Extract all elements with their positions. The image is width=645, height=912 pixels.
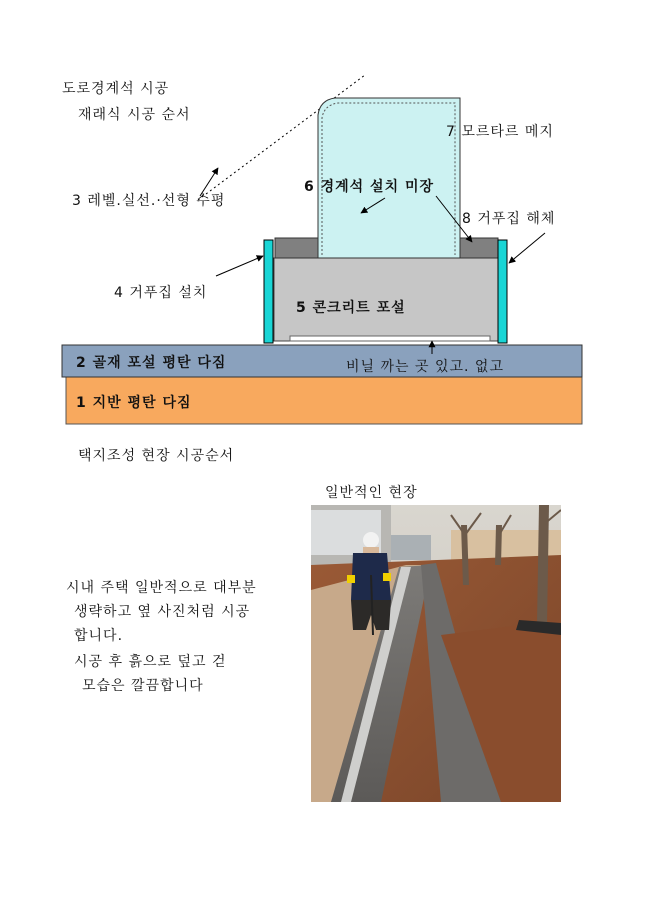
label-step6: 6 경계석 설치 미장 <box>304 179 435 195</box>
vinyl-sheet <box>290 336 490 341</box>
mortar-left <box>275 238 318 258</box>
label-step4: 4 거푸집 설치 <box>114 285 208 301</box>
label-vinyl-note: 비닐 까는 곳 있고. 없고 <box>346 359 504 375</box>
site-description-line4: 시공 후 흙으로 덮고 걷 <box>74 654 227 670</box>
leader-step4 <box>216 256 263 276</box>
label-step1: 1 지반 평탄 다짐 <box>76 395 192 411</box>
photo-title: 일반적인 현장 <box>325 485 418 501</box>
formwork-right <box>498 240 507 343</box>
formwork-left <box>264 240 273 343</box>
mortar-right <box>458 238 498 258</box>
site-description-line5: 모습은 깔끔합니다 <box>82 678 204 694</box>
site-photo <box>311 505 561 802</box>
doc-title: 도로경계석 시공 <box>62 81 170 97</box>
site-caption: 택지조성 현장 시공순서 <box>78 448 235 464</box>
doc-subtitle: 재래식 시공 순서 <box>78 107 191 123</box>
label-step7: 7 모르타르 메지 <box>446 124 554 140</box>
site-description-line2: 생략하고 옆 사진처럼 시공 <box>74 604 251 620</box>
site-description-line3: 합니다. <box>74 628 124 644</box>
label-step5: 5 콘크리트 포설 <box>296 300 406 316</box>
site-description-line1: 시내 주택 일반적으로 대부분 <box>66 580 257 596</box>
label-step2: 2 골재 포설 평탄 다짐 <box>76 355 227 371</box>
label-step3: 3 레벨.실선.·선형 수평 <box>72 193 226 209</box>
leader-step8b <box>509 233 545 263</box>
label-step8: 8 거푸집 해체 <box>462 211 556 227</box>
